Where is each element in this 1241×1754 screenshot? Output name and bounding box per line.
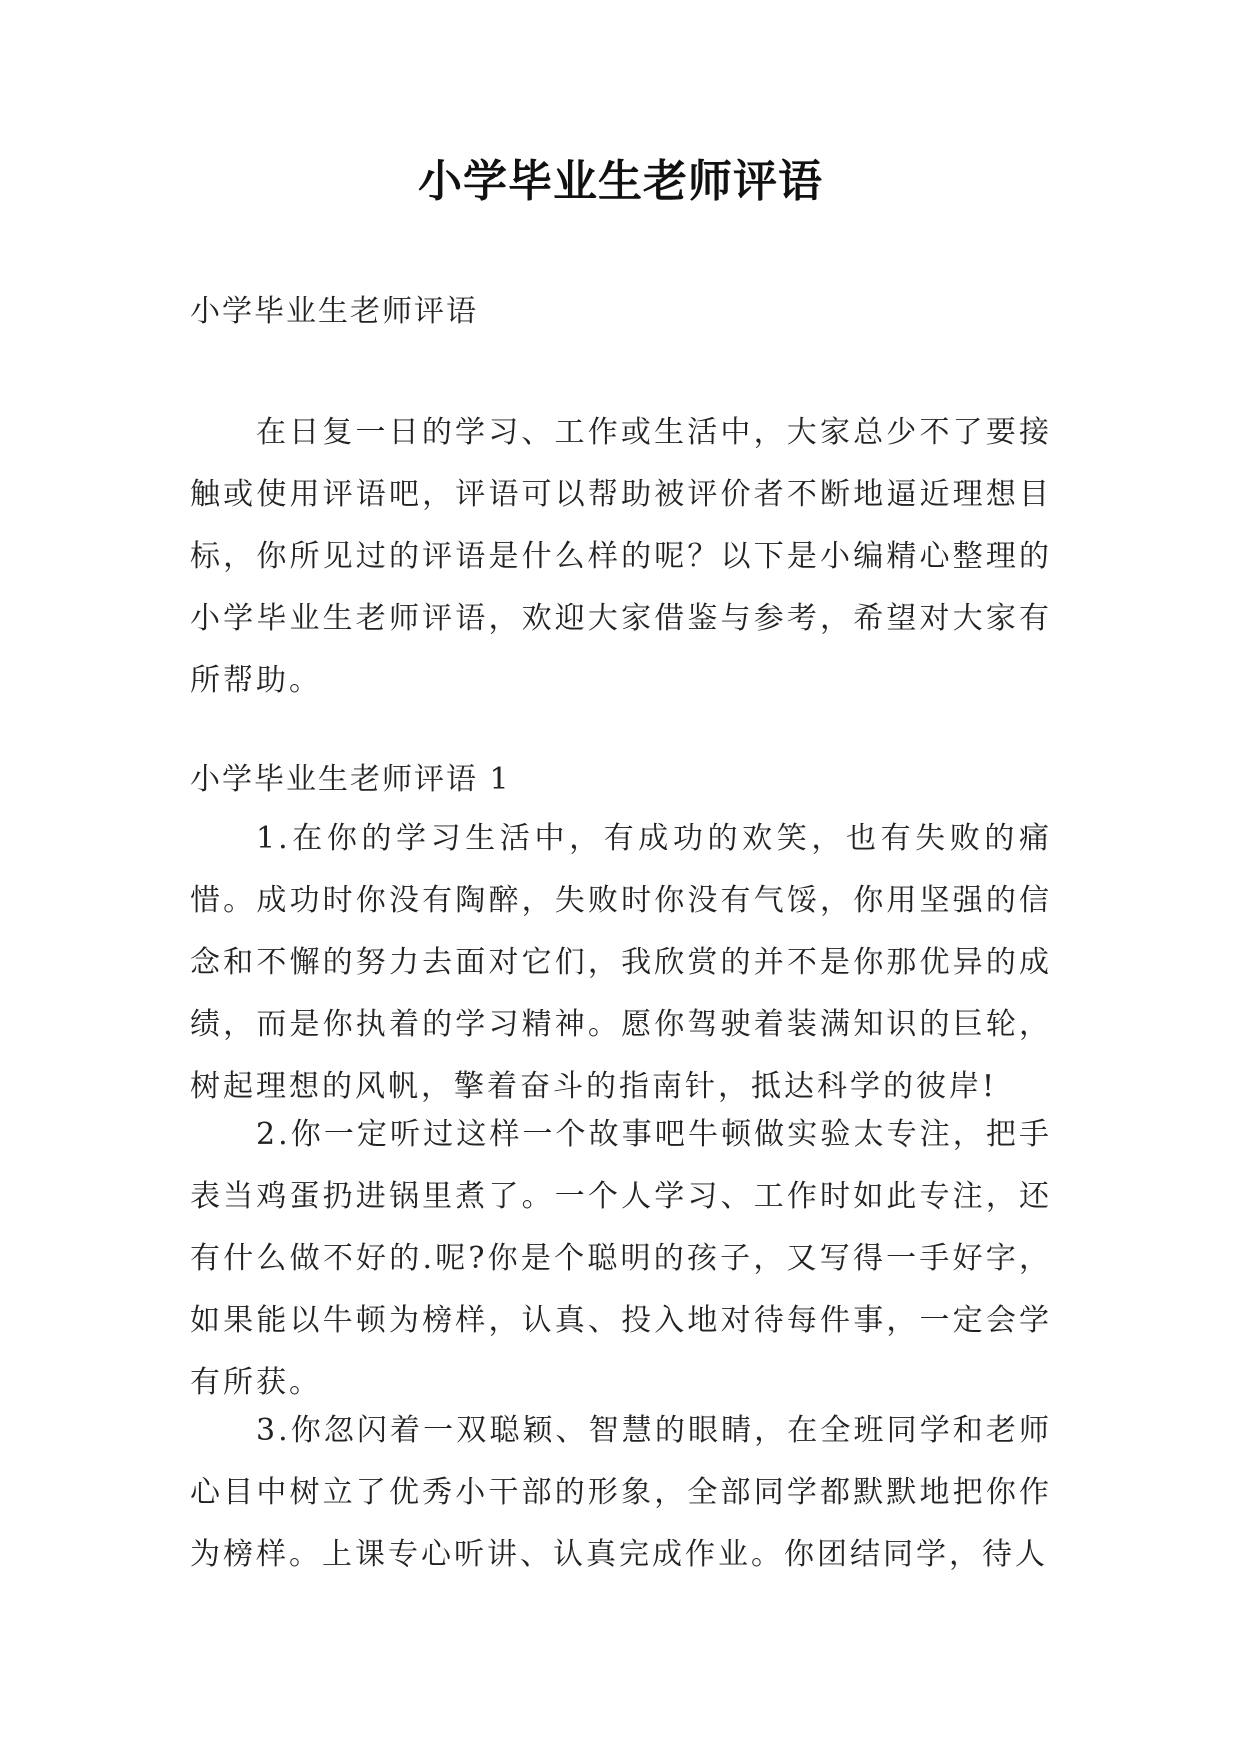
document-subtitle: 小学毕业生老师评语 xyxy=(190,294,478,329)
comment-item-3: 3.你忽闪着一双聪颖、智慧的眼睛，在全班同学和老师心目中树立了优秀小干部的形象，全部同学都默默地把你作为榜样。上课专心听讲、认真完成作业。你团结同学，待人 xyxy=(190,1413,1052,1572)
comment-item-2: 2.你一定听过这样一个故事吧牛顿做实验太专注，把手表当鸡蛋扔进锅里煮了。一个人学习、工作时如此专注，还有什么做不好的.呢?你是个聪明的孩子，又写得一手好字，如果能以牛顿为榜样，认真、投入地对待每件事，一定会学有所获。 xyxy=(190,1117,1052,1400)
document-title: 小学毕业生老师评语 xyxy=(418,156,823,207)
comment-item-1: 1.在你的学习生活中，有成功的欢笑，也有失败的痛惜。成功时你没有陶醉，失败时你没有气馁，你用坚强的信念和不懈的努力去面对它们，我欣赏的并不是你那优异的成绩，而是你执着的学习精神。愿你驾驶着装满知识的巨轮，树起理想的风帆，擎着奋斗的指南针，抵达科学的彼岸! xyxy=(190,821,1052,1104)
intro-paragraph: 在日复一日的学习、工作或生活中，大家总少不了要接触或使用评语吧，评语可以帮助被评价者不断地逼近理想目标，你所见过的评语是什么样的呢？以下是小编精心整理的小学毕业生老师评语，欢迎大家借鉴与参考，希望对大家有所帮助。 xyxy=(190,415,1052,698)
section-heading: 小学毕业生老师评语 1 xyxy=(190,762,511,797)
